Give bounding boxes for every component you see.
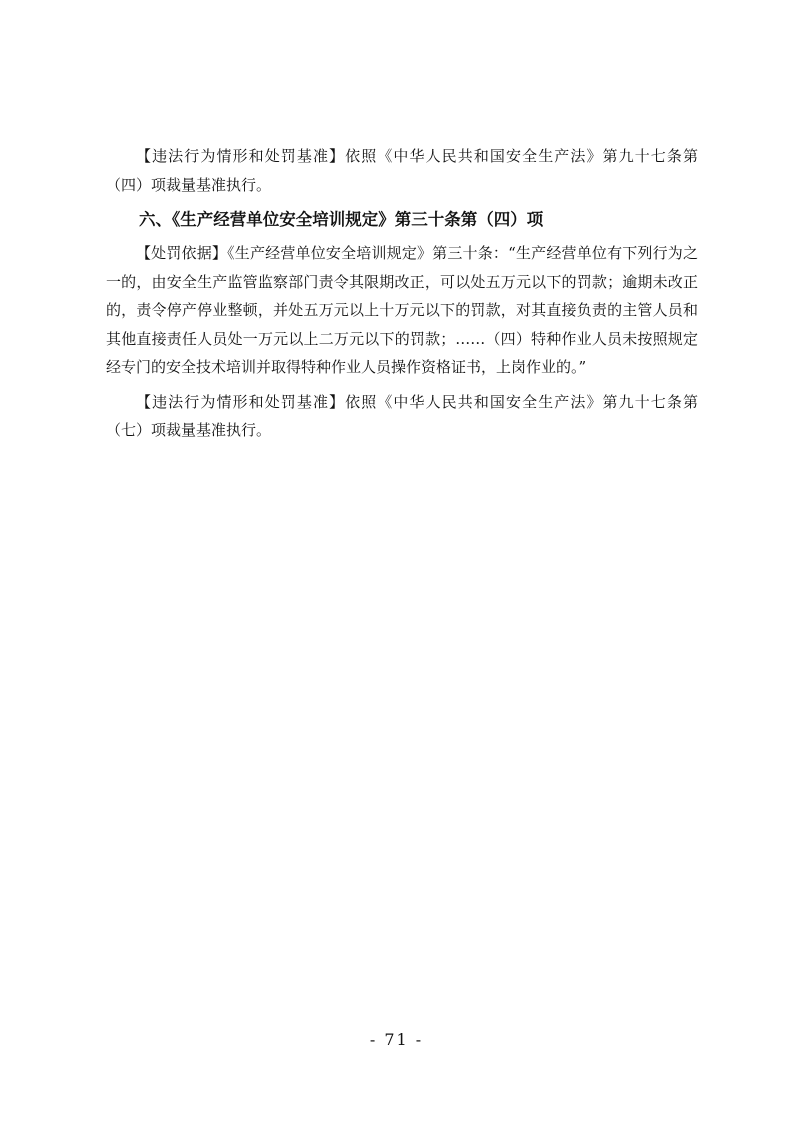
penalty-basis-paragraph-2: 【违法行为情形和处罚基准】依照《中华人民共和国安全生产法》第九十七条第（七）项裁量基准执行。 [106, 392, 698, 439]
penalty-legal-basis-paragraph: 【处罚依据】《生产经营单位安全培训规定》第三十条：“生产经营单位有下列行为之一的，由安全生产监管监察部门责令其限期改正，可以处五万元以下的罚款；逾期未改正的，责令停产停业整顿，并处五万元以上十万元以下的罚款，对其直接负责的主管人员和其他直接责任人员处一万元以上二万元以下的罚款；……（四）特种作业人员未按照规定经专门的安全技术培训并取得特种作业人员操作资格证书，上岗作业的。” [106, 244, 698, 376]
page-number: - 71 - [369, 1030, 424, 1049]
penalty-basis-paragraph-1: 【违法行为情形和处罚基准】依照《中华人民共和国安全生产法》第九十七条第（四）项裁量基准执行。 [106, 147, 698, 194]
section-heading: 六、《生产经营单位安全培训规定》第三十条第（四）项 [139, 210, 544, 229]
page-content [106, 142, 698, 451]
